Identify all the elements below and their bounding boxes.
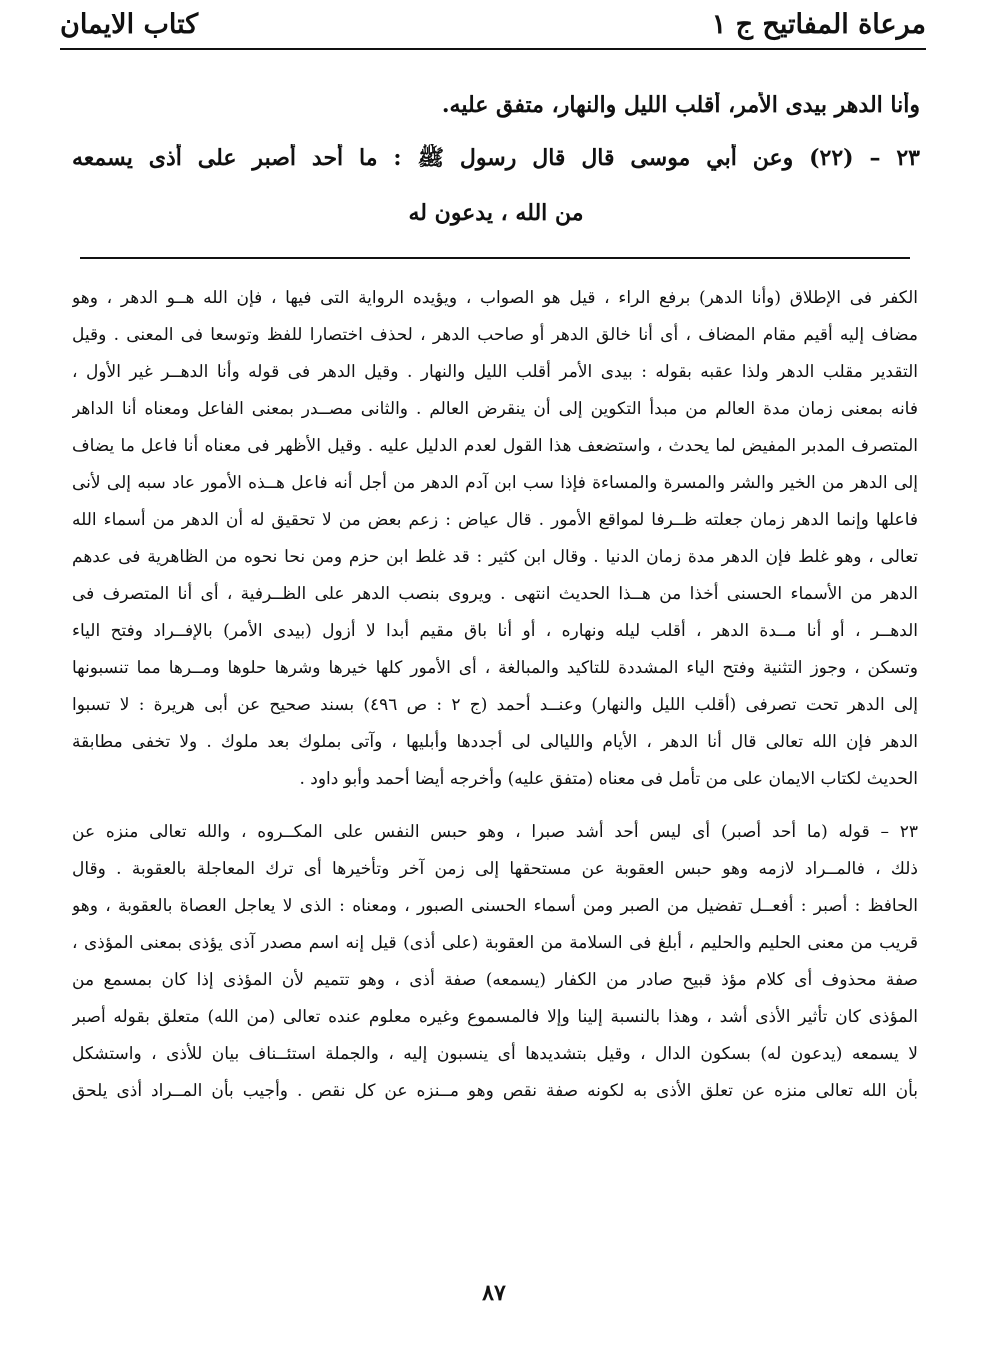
commentary-line: وتسكن ، وجوز التثنية وفتح الياء المشددة للتاكيد والمبالغة ، أى الأمور كلها خيرها وشرها حلوها ومــرها مما تنسبونها: [72, 658, 918, 678]
commentary-line: مضاف إليه أقيم مقام المضاف ، أى أنا خالق الدهر أو صاحب الدهر ، لحذف اختصارا للفظ وتوسعا فى المعنى . وقيل: [72, 325, 918, 345]
commentary-line: الدهــر ، أو أنا مــدة الدهر ، أقلب ليله ونهاره ، أو أنا باق مقيم أبدا لا أزول (بيدى الأمر) بالإفــراد وفتح الياء: [72, 621, 918, 641]
commentary-paragraph-1: [72, 280, 918, 798]
commentary-line: ذلك ، فالمــراد لازمه وهو حبس العقوبة عن مستحقها إلى زمن آخر وتأخيرها أى ترك المعاجلة بالعقوبة . وقال: [72, 859, 918, 879]
chapter-title: كتاب الايمان: [60, 8, 199, 40]
commentary-line: الدهر فإن الله تعالى قال أنا الدهر ، الأيام والليالى لى أجددها وأبليها ، وآتى بملوك بعد ملوك . ولا تخفى مطابقة: [72, 732, 918, 752]
commentary-line: الحافظ : أصبر : أفعــل تفضيل من الصبر ومن أسماء الحسنى الصبور ، ومعناه : الذى لا يعاجل العصاة بالعقوبة ، وهو: [72, 896, 918, 916]
book-title: مرعاة المفاتيح ج ١: [711, 8, 926, 40]
commentary-line: ٢٣ – قوله (ما أحد أصبر) أى ليس أحد أشد صبرا ، وهو حبس النفس على المكــروه ، والله تعالى منزه عن: [72, 822, 918, 842]
commentary-line: لا يسمعه (يدعون له) بسكون الدال ، وقيل بتشديدها أى ينسبون إليه ، والجملة استئــناف بيان للأذى ، واستشكل: [72, 1044, 918, 1064]
section-divider: [80, 257, 910, 259]
commentary-line: الدهر من الأسماء الحسنى أخذا من هــذا الحديث انتهى . ويروى بنصب الدهر على الظــرفية ، أى أنا المتصرف فى: [72, 584, 918, 604]
commentary-line: تعالى ، وهو غلط فإن الدهر مدة زمان الدنيا . وقال ابن كثير : قد غلط ابن حزم ومن نحا نحوه من الظاهرية فى عدهم: [72, 547, 918, 567]
hadith-line-3: من الله ، يدعون له: [408, 200, 584, 226]
commentary-line: المؤذى كان تأثير الأذى أشد ، وهذا بالنسبة إلينا وإلا فالمسموع وغيره معلوم عنده تعالى (من الله) متعلق بقوله أصبر: [72, 1007, 918, 1027]
commentary-line: فاعلها وإنما الدهر زمان جعلته ظــرفا لمواقع الأمور . قال عياض : زعم بعض من لا تحقيق له أن الدهر من أسماء الله: [72, 510, 918, 530]
commentary-line: الكفر فى الإطلاق (وأنا الدهر) برفع الراء ، قيل هو الصواب ، ويؤيده الرواية التى فيها ، فإن الله هــو الدهر ، وهو: [72, 288, 918, 308]
paragraph-gap: [72, 798, 918, 814]
page-number: ٨٧: [482, 1280, 506, 1306]
commentary-paragraph-2: [72, 814, 918, 1110]
commentary-line: فانه بمعنى زمان مدة العالم من مبدأ التكوين إلى أن ينقرض العالم . والثانى مصــدر بمعنى الفاعل ومعناه أنا الداهر: [72, 399, 918, 419]
hadith-line-1: وأنا الدهر بيدى الأمر، أقلب الليل والنهار، متفق عليه.: [441, 92, 920, 118]
header-rule: [60, 48, 926, 50]
hadith-line-2: ٢٣ – (٢٢) وعن أبي موسى قال قال رسول ﷺ : ما أحد أصبر على أذى يسمعه: [72, 145, 920, 171]
commentary-line: التقدير مقلب الدهر ولذا عقبه بقوله : بيدى الأمر أقلب الليل والنهار . وقيل الدهر فى قوله وأنا الدهــر غير الأول ،: [72, 362, 918, 382]
running-header: [60, 4, 926, 44]
commentary-line: صفة محذوف أى كلام مؤذ قبيح صادر من الكفار (يسمعه) صفة أذى ، وهو تتميم لأن المؤذى إذا كان بمسمع من: [72, 970, 918, 990]
commentary-line: المتصرف المدبر المفيض لما يحدث ، واستضعف هذا القول لعدم الدليل عليه . وقيل الأظهر فى معناه أنا فاعل ما يضاف: [72, 436, 918, 456]
commentary-line: بأن الله تعالى منزه عن تعلق الأذى به لكونه صفة نقص وهو مــنزه عن كل نقص . وأجيب بأن المــراد أذى يلحق: [72, 1081, 918, 1101]
commentary-line: الحديث لكتاب الايمان على من تأمل فى معناه (متفق عليه) وأخرجه أيضا أحمد وأبو داود .: [299, 769, 918, 789]
commentary-line: إلى الدهر من الخير والشر والمسرة والمساءة فإذا سب ابن آدم الدهر من أجل أنه فاعل هــذه الأمور عاد سبه إلى لأنى: [72, 473, 918, 493]
commentary-line: إلى الدهر تحت تصرفى (أقلب الليل والنهار) وعنــد أحمد (ج ٢ : ص ٤٩٦) بسند صحيح عن أبى هريرة : لا تسبوا: [72, 695, 918, 715]
commentary: [72, 280, 918, 1110]
commentary-line: قريب من معنى الحليم والحليم ، أبلغ فى السلامة من العقوبة (على أذى) قيل إنه اسم مصدر آذى يؤذى بمعنى المؤذى ،: [72, 933, 918, 953]
